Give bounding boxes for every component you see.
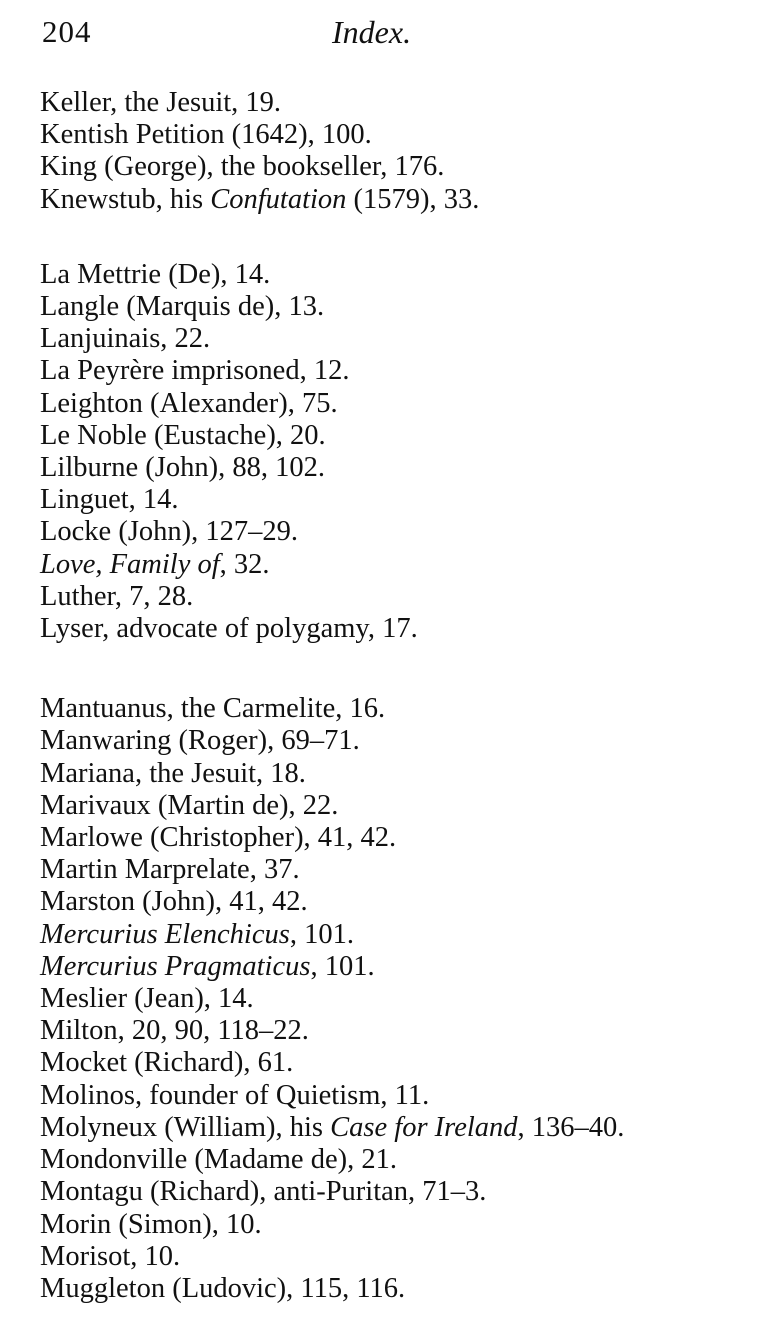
index-entry <box>40 581 770 613</box>
entry-text: Mondonville (Madame de), 21. <box>40 1144 397 1176</box>
entry-text: Lyser, advocate of polygamy, 17. <box>40 613 418 645</box>
entry-text: La Mettrie (De), 14. <box>40 258 271 290</box>
italic-title: Case for Ireland <box>330 1111 518 1143</box>
index-entry <box>40 693 770 725</box>
entry-text: Marivaux (Martin de), 22. <box>40 789 339 821</box>
index-entry <box>40 87 770 119</box>
index-entry <box>40 484 770 516</box>
entry-text: Montagu (Richard), anti-Puritan, 71–3. <box>40 1176 487 1208</box>
entry-text: Morisot, 10. <box>40 1240 181 1272</box>
index-entry <box>40 1015 770 1047</box>
entry-text: Lilburne (John), 88, 102. <box>40 452 325 484</box>
entry-text: Molinos, founder of Quietism, 11. <box>40 1079 430 1111</box>
italic-title: Love, Family of <box>40 548 220 580</box>
index-entry <box>40 1047 770 1079</box>
entry-text: , 101. <box>310 950 375 982</box>
index-entry <box>40 758 770 790</box>
entry-text: La Peyrère imprisoned, 12. <box>40 355 350 387</box>
index-entry <box>40 919 770 951</box>
index-entry <box>40 388 770 420</box>
entry-text: Martin Marprelate, 37. <box>40 854 300 886</box>
index-entry <box>40 725 770 757</box>
entry-text: , 32. <box>219 548 270 580</box>
italic-title: Mercurius Elenchicus <box>40 918 290 950</box>
page-number: 204 <box>42 14 92 49</box>
entry-text: Leighton (Alexander), 75. <box>40 387 338 419</box>
index-entries <box>40 87 770 1305</box>
entry-text: Molyneux (William), his <box>40 1111 331 1143</box>
index-entry <box>40 822 770 854</box>
entry-text: Mantuanus, the Carmelite, 16. <box>40 693 386 725</box>
index-entry <box>40 854 770 886</box>
entry-text: Luther, 7, 28. <box>40 580 194 612</box>
index-entry <box>40 983 770 1015</box>
index-entry <box>40 355 770 387</box>
entry-text: Marston (John), 41, 42. <box>40 886 308 918</box>
index-entry <box>40 1144 770 1176</box>
index-entry <box>40 1080 770 1112</box>
entry-text: Locke (John), 127–29. <box>40 516 299 548</box>
entry-text: , 101. <box>289 918 354 950</box>
index-entry <box>40 452 770 484</box>
entry-group <box>40 87 770 216</box>
entry-text: Mariana, the Jesuit, 18. <box>40 757 306 789</box>
entry-text: Milton, 20, 90, 118–22. <box>40 1015 309 1047</box>
entry-text: Morin (Simon), 10. <box>40 1208 262 1240</box>
entry-text: Knewstub, his <box>40 183 211 215</box>
italic-title: Confutation <box>210 183 347 215</box>
index-entry <box>40 420 770 452</box>
index-entry <box>40 951 770 983</box>
entry-text: Keller, the Jesuit, 19. <box>40 87 282 118</box>
entry-text: Meslier (Jean), 14. <box>40 983 254 1015</box>
index-entry <box>40 184 770 216</box>
index-entry <box>40 291 770 323</box>
index-entry <box>40 613 770 645</box>
entry-group <box>40 693 770 1305</box>
page-header <box>42 14 642 58</box>
index-entry <box>40 1176 770 1208</box>
index-entry <box>40 1112 770 1144</box>
entry-text: Linguet, 14. <box>40 484 179 516</box>
entry-text: Muggleton (Ludovic), 115, 116. <box>40 1272 406 1304</box>
index-entry <box>40 549 770 581</box>
italic-title: Mercurius Pragmaticus <box>40 950 311 982</box>
index-entry <box>40 790 770 822</box>
entry-group <box>40 259 770 645</box>
index-entry <box>40 1241 770 1273</box>
index-entry <box>40 151 770 183</box>
index-entry <box>40 259 770 291</box>
index-entry <box>40 886 770 918</box>
index-entry <box>40 119 770 151</box>
entry-text: Kentish Petition (1642), 100. <box>40 119 372 151</box>
index-entry <box>40 323 770 355</box>
entry-text: King (George), the bookseller, 176. <box>40 151 445 183</box>
entry-text: (1579), 33. <box>346 183 480 215</box>
entry-text: Le Noble (Eustache), 20. <box>40 419 326 451</box>
entry-text: Langle (Marquis de), 13. <box>40 291 325 323</box>
entry-text: Marlowe (Christopher), 41, 42. <box>40 822 397 854</box>
index-entry <box>40 516 770 548</box>
running-title: Index. <box>332 14 412 50</box>
entry-text: Manwaring (Roger), 69–71. <box>40 725 360 757</box>
entry-text: , 136–40. <box>517 1111 625 1143</box>
index-entry <box>40 1209 770 1241</box>
entry-text: Lanjuinais, 22. <box>40 323 211 355</box>
entry-text: Mocket (Richard), 61. <box>40 1047 294 1079</box>
index-entry <box>40 1273 770 1305</box>
